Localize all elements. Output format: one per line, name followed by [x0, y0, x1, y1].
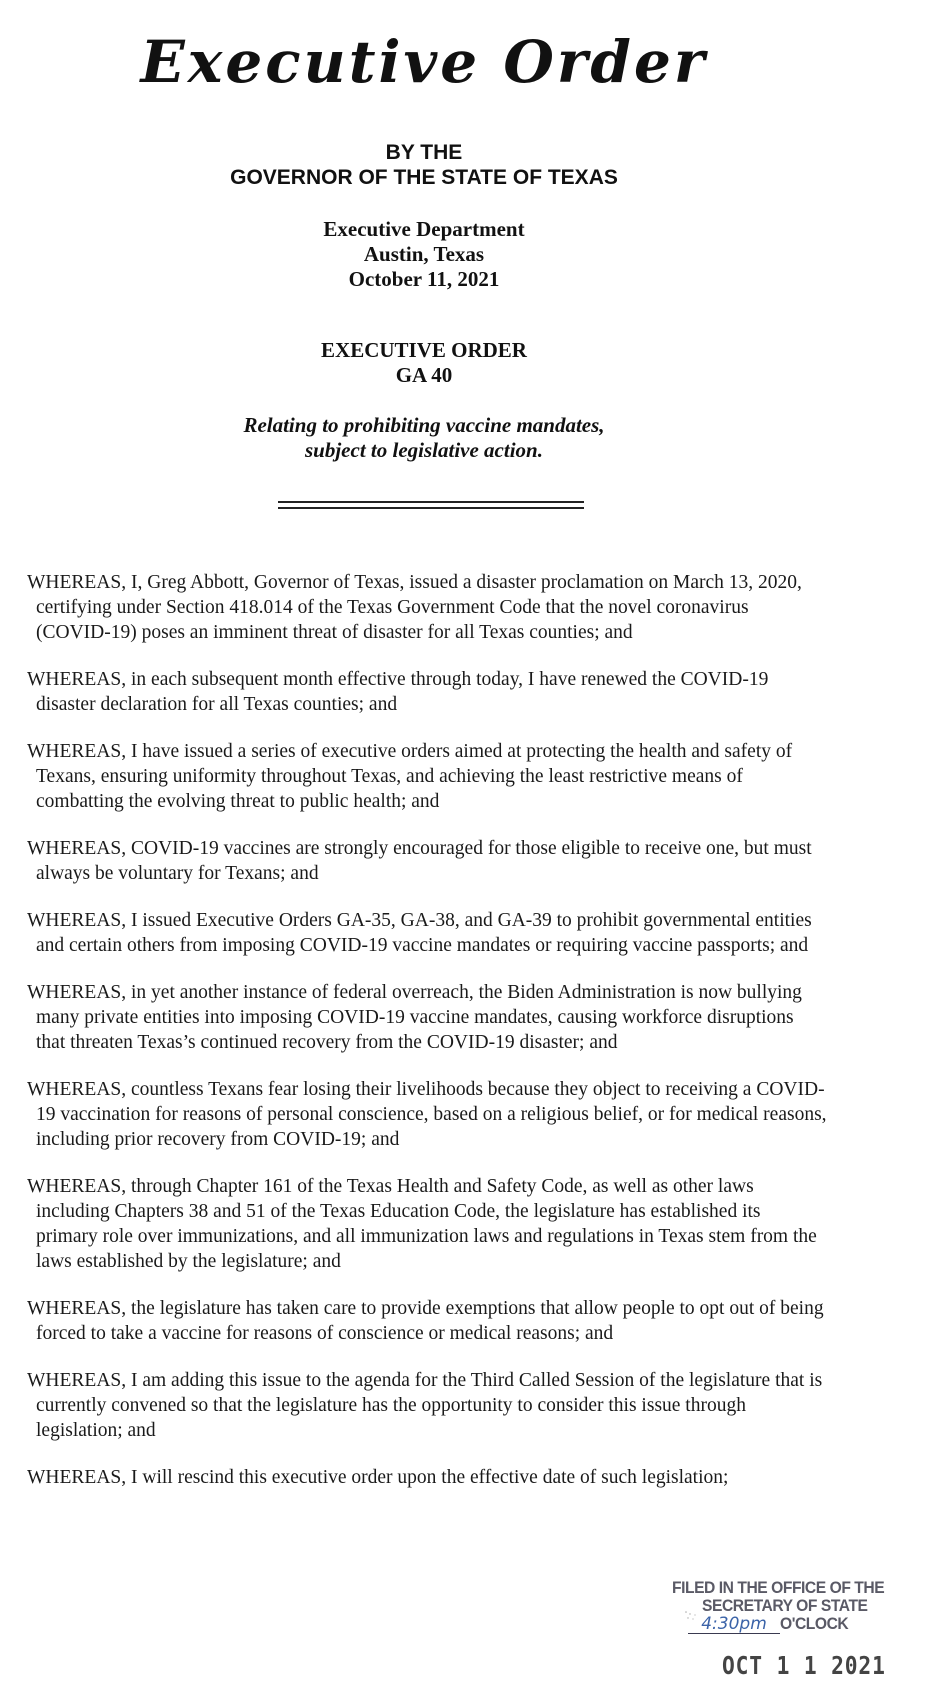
order-label: EXECUTIVE ORDER — [321, 338, 527, 362]
whereas-clause: WHEREAS, in each subsequent month effective through today, I have renewed the COVID-19 disaster declaration for all Texas counties; and — [27, 669, 769, 715]
city-line: Austin, Texas — [363, 242, 485, 266]
stamp-handwritten-time: 4:30pm — [688, 1615, 780, 1634]
whereas-clause: WHEREAS, COVID-19 vaccines are strongly encouraged for those eligible to receive one, but must always be voluntary for Texans; and — [27, 838, 812, 884]
whereas-clause: WHEREAS, I will rescind this executive order upon the effective date of such legislation; — [27, 1467, 729, 1488]
governor-line: GOVERNOR OF THE STATE OF TEXAS — [230, 166, 618, 189]
stamp-oclock-label: O'CLOCK — [780, 1614, 849, 1633]
whereas-clause: WHEREAS, I issued Executive Orders GA-35, GA-38, and GA-39 to prohibit governmental entities and certain others from imposing COVID-19 vaccine mandates or requiring vaccine passports; and — [27, 910, 812, 956]
department-line: Executive Department — [323, 217, 525, 241]
stamp-time-line — [688, 1614, 854, 1634]
department-block — [0, 217, 848, 292]
whereas-clauses — [27, 570, 827, 1512]
order-number-block — [0, 338, 848, 388]
subject-line-2: subject to legislative action. — [305, 438, 543, 462]
document-title: Executive Order — [140, 28, 708, 96]
order-number: GA 40 — [395, 363, 453, 387]
whereas-clause: WHEREAS, I have issued a series of executive orders aimed at protecting the health and safety of Texans, ensuring uniformity throughout Texas, and achieving the least restrictive means of combatting the evolving threat to public health; and — [27, 741, 793, 812]
subject-line-1: Relating to prohibiting vaccine mandates, — [243, 413, 605, 437]
whereas-clause: WHEREAS, the legislature has taken care to provide exemptions that allow people to opt out of being forced to take a vaccine for reasons of conscience or medical reasons; and — [27, 1298, 824, 1344]
date-line: October 11, 2021 — [348, 267, 500, 291]
whereas-clause: WHEREAS, I, Greg Abbott, Governor of Texas, issued a disaster proclamation on March 13, 2020, certifying under Section 418.014 of the Texas Government Code that the novel coronavirus (COVID-19) poses an imminent threat of disaster for all Texas counties; and — [27, 572, 802, 643]
issuer-block — [0, 140, 848, 190]
by-the-line: BY THE — [385, 141, 463, 164]
stamp-office-line: FILED IN THE OFFICE OF THE — [672, 1578, 885, 1597]
filing-stamp — [672, 1578, 922, 1698]
stamp-secretary-line: SECRETARY OF STATE — [702, 1596, 868, 1615]
stamp-date: OCT 1 1 2021 — [722, 1651, 886, 1680]
double-rule-divider — [278, 501, 584, 509]
whereas-clause: WHEREAS, I am adding this issue to the agenda for the Third Called Session of the legislature that is currently convened so that the legislature has the opportunity to consider this issue through legislation; and — [27, 1370, 823, 1441]
whereas-clause: WHEREAS, through Chapter 161 of the Texas Health and Safety Code, as well as other laws including Chapters 38 and 51 of the Texas Education Code, the legislature has established its primary role over immunizations, and all immunization laws and regulations in Texas stem from the laws established by the legislature; and — [27, 1176, 817, 1272]
whereas-clause: WHEREAS, in yet another instance of federal overreach, the Biden Administration is now bullying many private entities into imposing COVID-19 vaccine mandates, causing workforce disruptions that threaten Texas’s continued recovery from the COVID-19 disaster; and — [27, 982, 802, 1053]
subject-block — [0, 413, 848, 463]
whereas-clause: WHEREAS, countless Texans fear losing their livelihoods because they object to receiving a COVID-19 vaccination for reasons of personal conscience, based on a religious belief, or for medical reasons, including prior recovery from COVID-19; and — [27, 1079, 827, 1150]
